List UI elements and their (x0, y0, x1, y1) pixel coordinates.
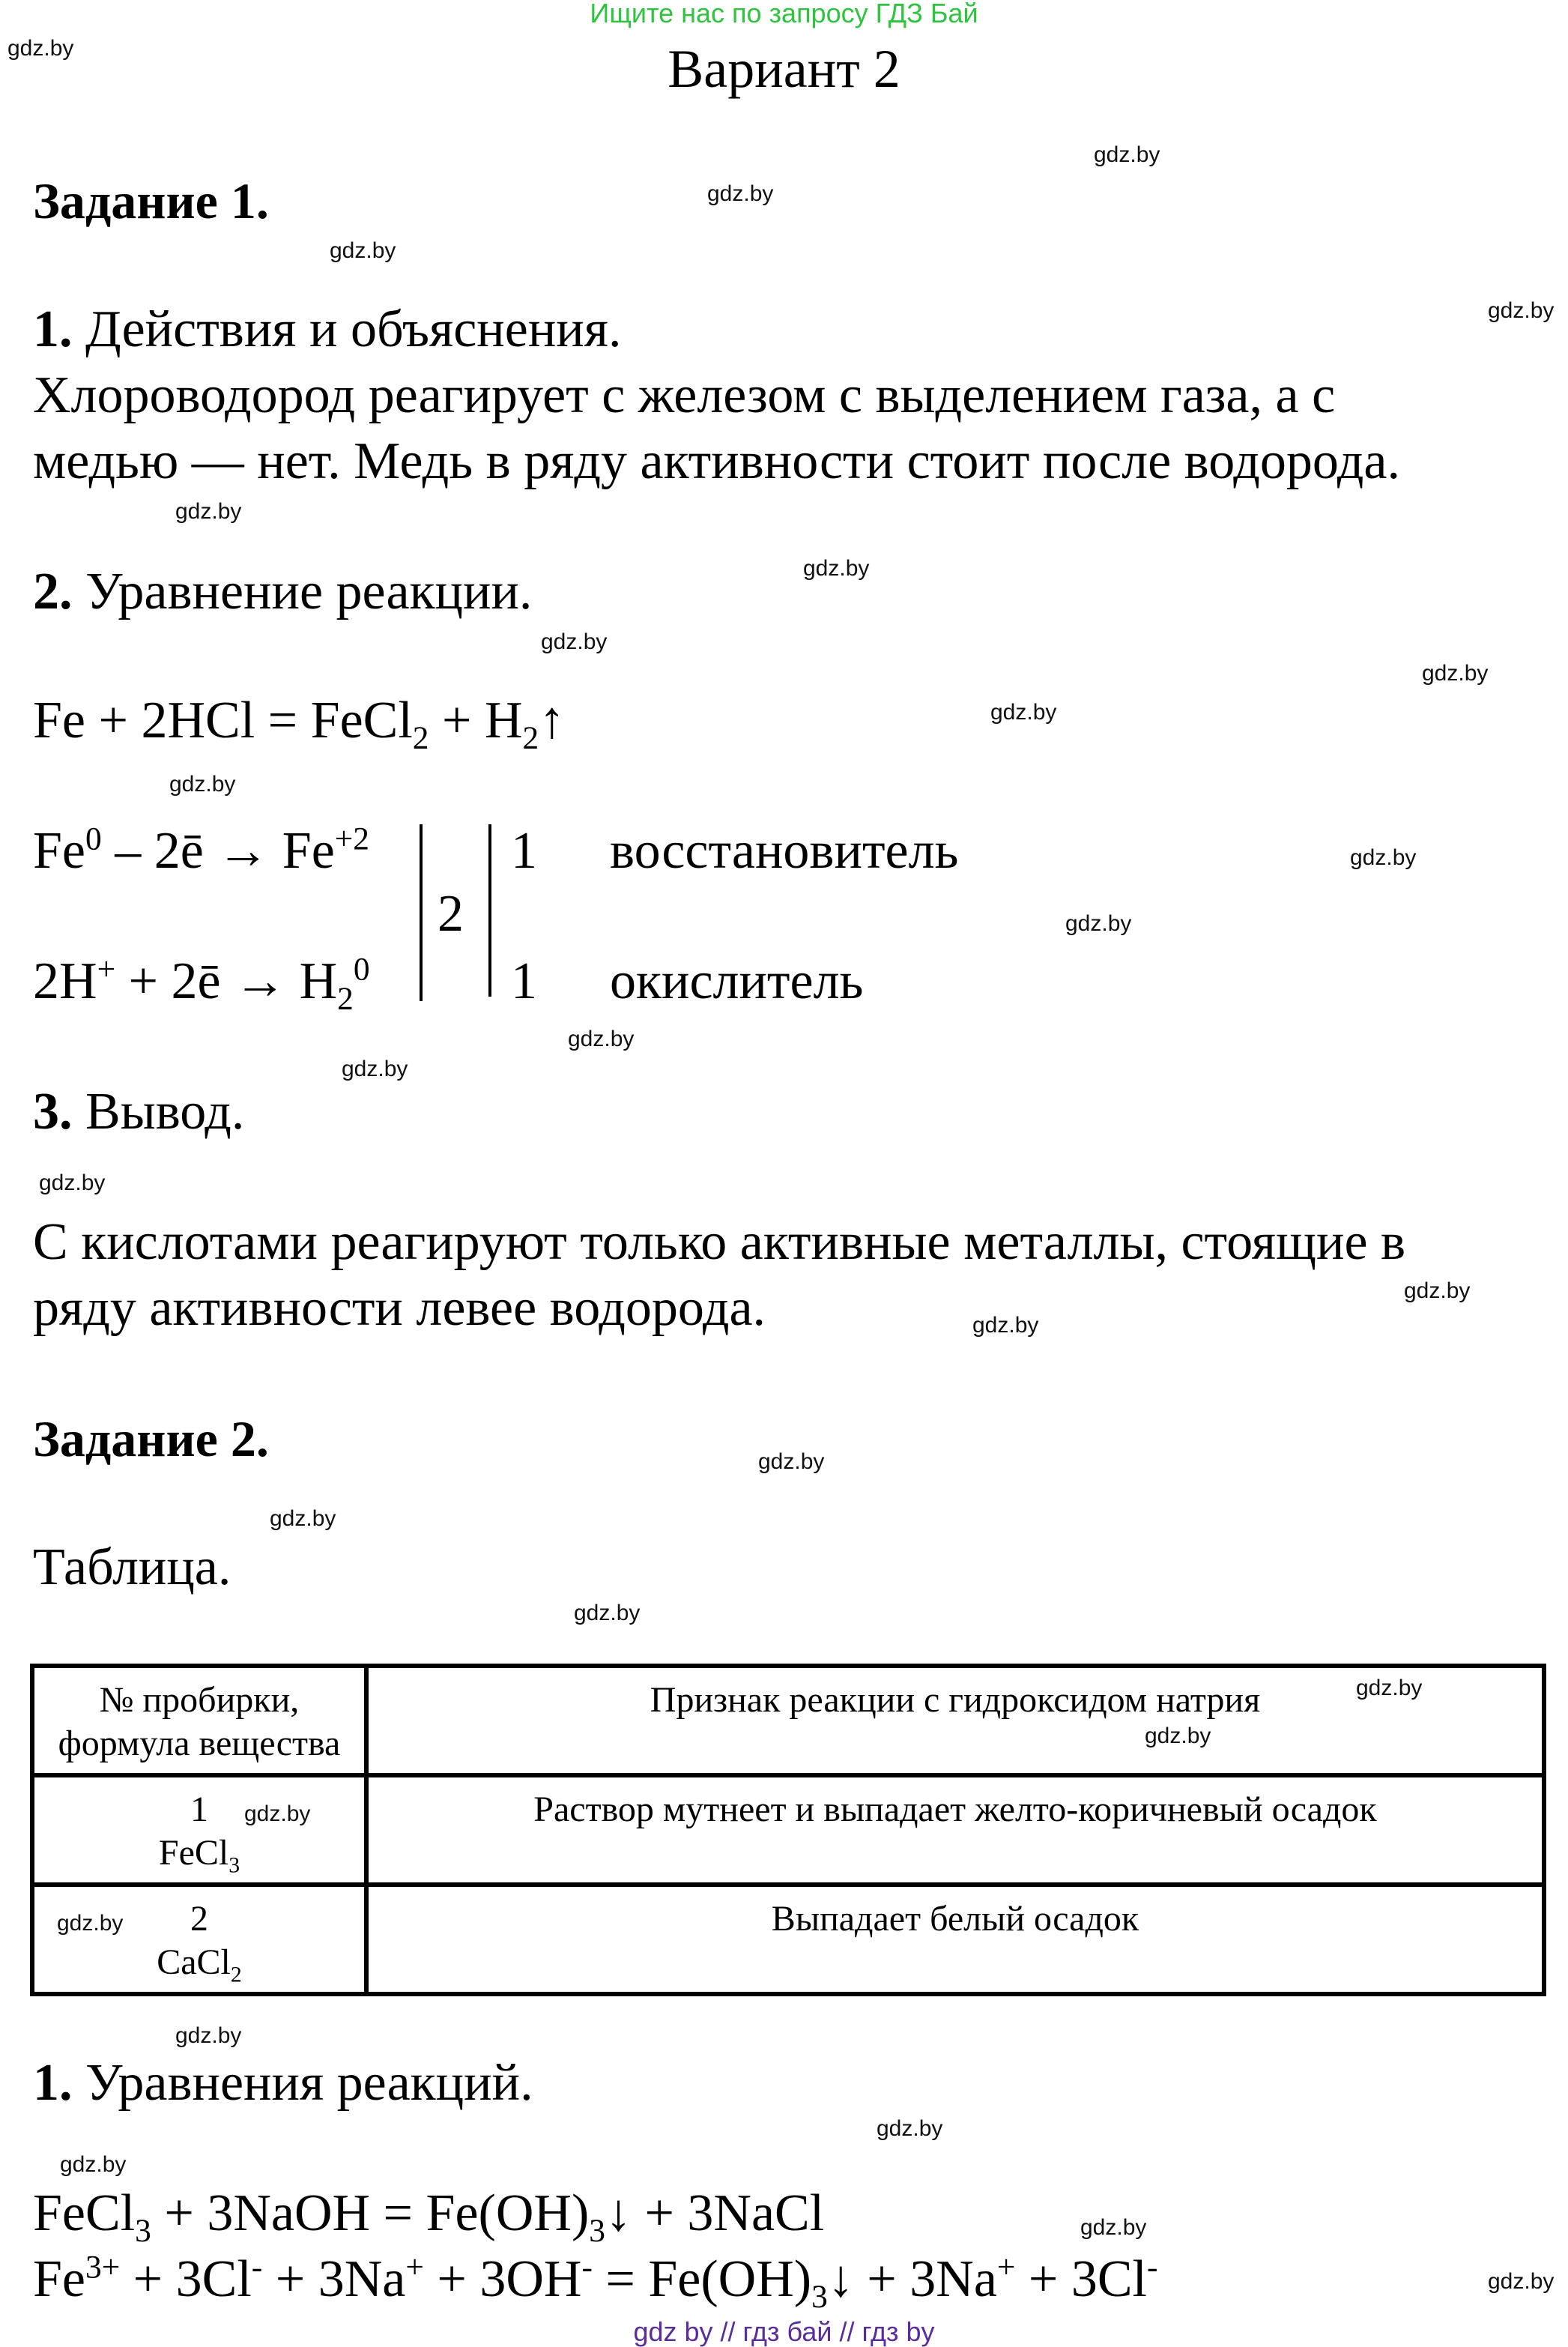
step-text: Уравнение реакции. (72, 563, 533, 620)
electron-lcm: 2 (438, 885, 464, 943)
watermark-text: gdz.by (1094, 142, 1160, 167)
task1-explanation-line1: Хлороводород реагирует с железом с выделением газа, а с (33, 366, 1336, 424)
task1-heading: Задание 1. (33, 172, 269, 229)
formula-text: CaCl (157, 1942, 231, 1982)
task1-explanation-line2: медью — нет. Медь в ряду активности стоит после водорода. (33, 432, 1400, 490)
formula-text: + 3Cl (1015, 2250, 1148, 2308)
watermark-text: gdz.by (342, 1057, 408, 1081)
watermark-text: gdz.by (1422, 661, 1489, 686)
molecular-equation (33, 2184, 825, 2249)
subscript: 2 (337, 981, 354, 1017)
watermark-text: gdz.by (330, 238, 396, 263)
tube-number: 1 (190, 1789, 208, 1829)
supscript: 3+ (85, 2249, 121, 2286)
tube-cell (32, 1885, 366, 1994)
reduction-half-reaction (33, 951, 370, 1017)
conclusion-line2: ряду активности левее водорода. (33, 1279, 766, 1337)
watermark-text: gdz.by (57, 1911, 124, 1936)
formula-text: + 3Na (262, 2250, 406, 2308)
formula-text: FeCl (33, 2184, 136, 2242)
footer-links[interactable]: gdz by // гдз бай // гдз by (633, 2316, 935, 2347)
table-label: Таблица. (33, 1538, 231, 1596)
subscript: 3 (589, 2213, 605, 2249)
task1-step3-title (33, 1085, 244, 1139)
formula-text: 2H (33, 952, 97, 1010)
supscript: 0 (85, 821, 102, 857)
sign-cell: Раствор мутнеет и выпадает желто-коричневый осадок (366, 1775, 1544, 1885)
watermark-text: gdz.by (1145, 1724, 1211, 1748)
watermark-text: gdz.by (568, 1027, 635, 1051)
supscript: - (581, 2249, 593, 2286)
supscript: + (405, 2249, 424, 2286)
watermark-text: gdz.by (1080, 2215, 1147, 2240)
task2-step1-title (33, 2056, 533, 2110)
step-number: 1. (33, 2054, 73, 2112)
watermark-text: gdz.by (1350, 845, 1417, 870)
task2-heading: Задание 2. (33, 1410, 269, 1467)
watermark-text: gdz.by (7, 36, 74, 61)
watermark-text: gdz.by (270, 1506, 336, 1531)
subscript: 3 (135, 2213, 151, 2249)
watermark-text: gdz.by (758, 1449, 825, 1474)
formula-text: + 3NaOH = Fe(OH) (151, 2184, 590, 2242)
supscript: - (251, 2249, 263, 2286)
watermark-text: gdz.by (1488, 2269, 1555, 2294)
supscript: - (1147, 2249, 1158, 2286)
step-text: Уравнения реакций. (72, 2054, 533, 2112)
subscript: 2 (522, 720, 539, 756)
oxidation-half-reaction (33, 821, 369, 880)
table-row (32, 1775, 1544, 1885)
watermark-text: gdz.by (1356, 1676, 1423, 1700)
watermark-text: gdz.by (1065, 911, 1132, 936)
watermark-text: gdz.by (707, 181, 774, 206)
search-banner[interactable]: Ищите нас по запросу ГДЗ Бай (590, 0, 978, 28)
formula-text: + 3OH (423, 2250, 582, 2308)
supscript: + (97, 951, 116, 988)
header-sign: Признак реакции с гидроксидом натрия (366, 1666, 1544, 1775)
step-number: 1. (33, 300, 73, 358)
reaction-equation (33, 692, 566, 756)
task1-step2-title (33, 565, 532, 619)
step-text: Действия и объяснения. (72, 300, 622, 358)
step-text: Вывод. (72, 1083, 245, 1141)
results-table (30, 1664, 1546, 1996)
watermark-text: gdz.by (175, 499, 242, 524)
coefficient-1: 1 (511, 822, 537, 880)
formula-text: = Fe(OH) (592, 2250, 812, 2308)
watermark-text: gdz.by (39, 1171, 106, 1195)
formula-text: ↓ + 3Na (827, 2250, 997, 2308)
table-row (32, 1885, 1544, 1994)
watermark-text: gdz.by (541, 629, 608, 654)
header-tube: № пробирки, формула вещества (32, 1666, 366, 1775)
watermark-text: gdz.by (877, 2116, 943, 2141)
supscript: +2 (334, 821, 369, 857)
formula-text: + 3Cl (120, 2250, 252, 2308)
formula-text: ↓ + 3NaCl (605, 2184, 825, 2242)
task1-step1-title (33, 300, 622, 358)
balance-divider-left (420, 824, 423, 1001)
page-title: Вариант 2 (668, 39, 900, 99)
formula-text: Fe (33, 822, 85, 880)
watermark-text: gdz.by (1404, 1278, 1471, 1303)
subscript: 3 (811, 2279, 828, 2315)
formula-text: + H (429, 692, 523, 749)
supscript: + (996, 2249, 1016, 2286)
tube-cell (32, 1775, 366, 1885)
watermark-text: gdz.by (169, 772, 236, 797)
table-header-row (32, 1666, 1544, 1775)
watermark-text: gdz.by (1488, 298, 1555, 323)
formula-text: FeCl (158, 1833, 229, 1873)
sign-cell: Выпадает белый осадок (366, 1885, 1544, 1994)
ionic-equation (33, 2249, 1158, 2315)
coefficient-2: 1 (511, 952, 537, 1010)
step-number: 3. (33, 1083, 73, 1141)
watermark-text: gdz.by (990, 700, 1057, 725)
step-number: 2. (33, 563, 73, 620)
formula-text: Fe + 2HCl = FeCl (33, 692, 413, 749)
role-reducer: восстановитель (610, 822, 959, 880)
tube-number: 2 (190, 1899, 208, 1939)
watermark-text: gdz.by (60, 2152, 127, 2177)
tube-formula (42, 1831, 357, 1878)
formula-text: ↑ (539, 692, 566, 749)
supscript: 0 (353, 951, 370, 988)
conclusion-line1: С кислотами реагируют только активные металлы, стоящие в (33, 1213, 1406, 1271)
subscript: 3 (228, 1852, 240, 1878)
balance-divider-right (488, 824, 491, 997)
subscript: 2 (412, 720, 429, 756)
formula-text: Fe (33, 2250, 85, 2308)
watermark-text: gdz.by (972, 1313, 1039, 1338)
formula-text: + 2ē → H (115, 952, 338, 1010)
role-oxidizer: окислитель (610, 952, 864, 1010)
subscript: 2 (230, 1962, 242, 1987)
tube-formula (42, 1941, 357, 1987)
watermark-text: gdz.by (574, 1601, 641, 1625)
formula-text: – 2ē → Fe (101, 822, 335, 880)
watermark-text: gdz.by (244, 1801, 311, 1826)
watermark-text: gdz.by (803, 556, 870, 581)
watermark-text: gdz.by (175, 2023, 242, 2048)
